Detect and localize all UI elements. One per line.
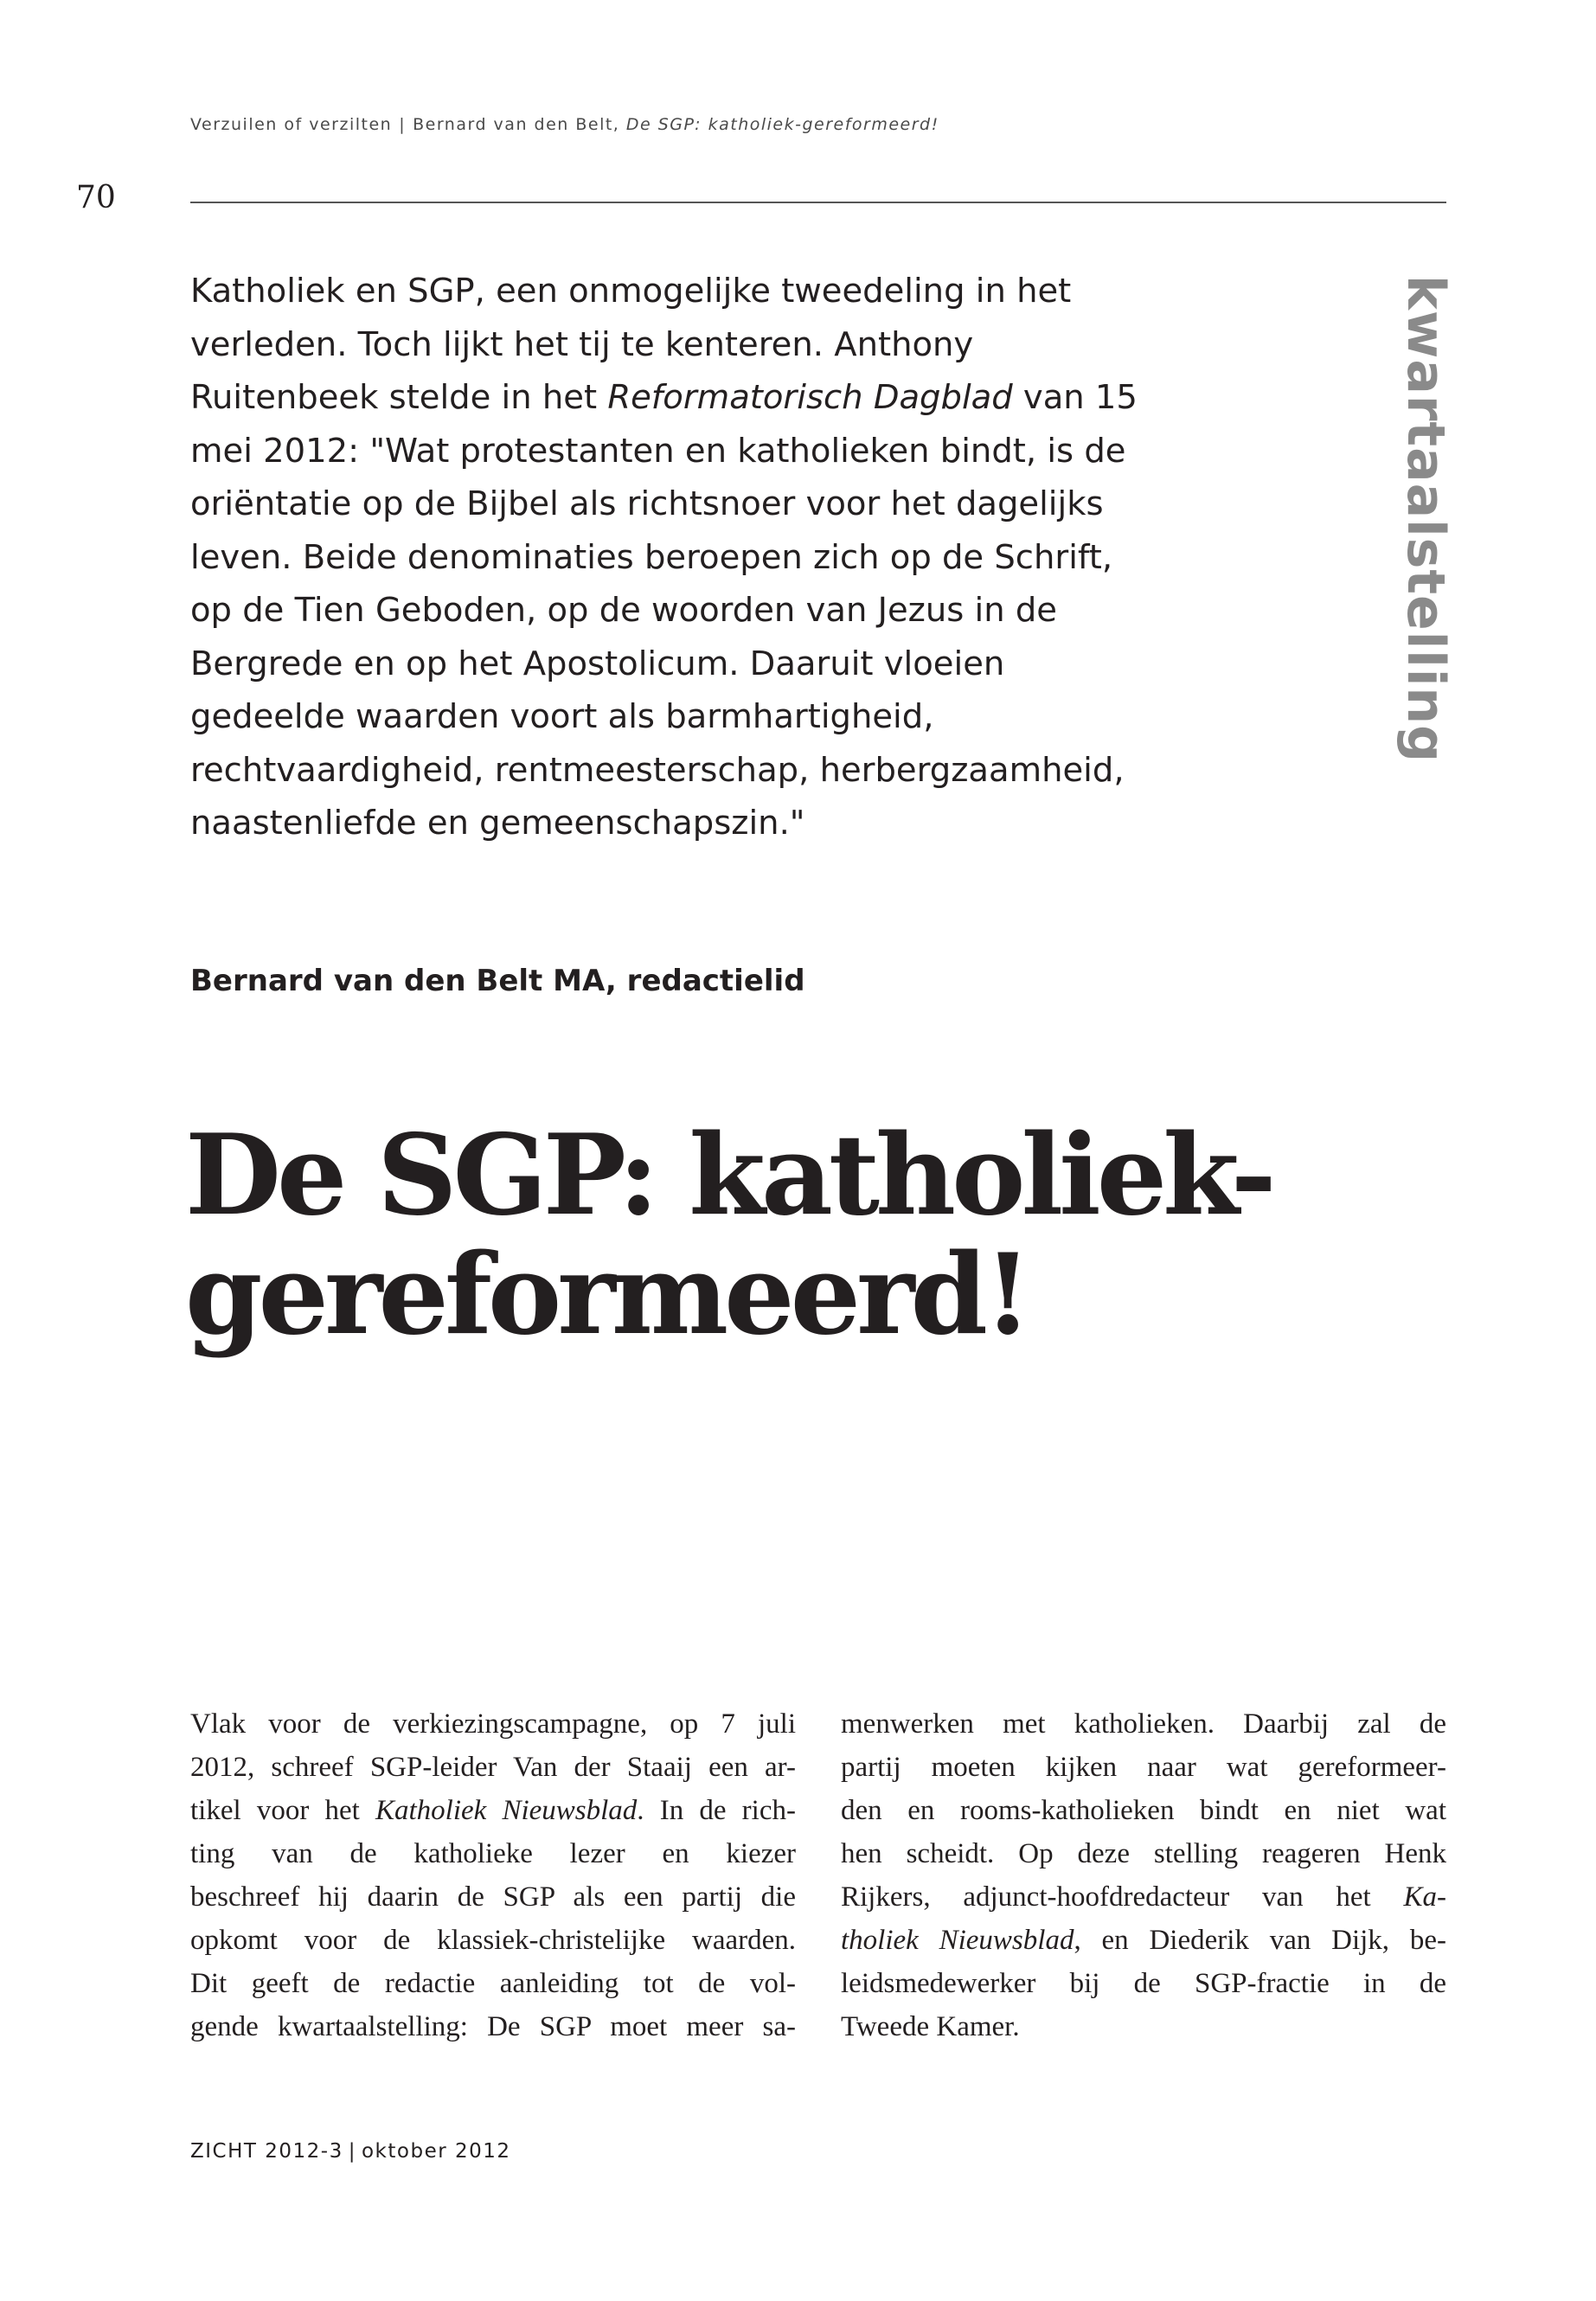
body-line: partij moeten kijken naar wat gereformeer- — [841, 1752, 1446, 1783]
intro-paragraph — [190, 265, 1159, 850]
body-text: tikel voor het — [190, 1795, 375, 1826]
intro-line: Bergrede en op het Apostolicum. Daaruit vloeien — [190, 644, 1005, 683]
header-author: Bernard van den Belt, — [413, 115, 626, 134]
intro-line: oriëntatie op de Bijbel als richtsnoer voor het dagelijks — [190, 484, 1104, 523]
article-headline — [185, 1111, 1483, 1360]
body-line — [841, 1875, 1446, 1919]
section-label-kwartaalstelling: kwartaalstelling — [1395, 275, 1456, 764]
headline-line-1: De SGP: katholiek- — [185, 1111, 1272, 1240]
body-line: beschreef hij daarin de SGP als een partij die — [190, 1881, 796, 1913]
intro-line — [190, 371, 1159, 425]
body-line: den en rooms-katholieken bindt en niet wat — [841, 1795, 1446, 1826]
body-line: leidsmedewerker bij de SGP-fractie in de — [841, 1968, 1446, 1999]
body-line: hen scheidt. Op deze stelling reageren Henk — [841, 1838, 1446, 1869]
body-line: Tweede Kamer. — [841, 2011, 1020, 2042]
body-line: Vlak voor de verkiezingscampagne, op 7 juli — [190, 1708, 796, 1740]
body-text: . In de rich- — [637, 1795, 796, 1826]
page-number: 70 — [76, 180, 116, 215]
body-line: opkomt voor de klassiek-christelijke waarden. — [190, 1925, 796, 1956]
body-line — [190, 1789, 796, 1832]
footer-date: oktober 2012 — [361, 2140, 511, 2163]
intro-text: van 15 — [1012, 378, 1138, 417]
header-separator: | — [399, 115, 407, 134]
header-article-title: De SGP: katholiek-gereformeerd! — [625, 115, 939, 134]
body-newspaper-name: Katholiek Nieuwsblad — [375, 1795, 638, 1826]
intro-line: leven. Beide denominaties beroepen zich op de Schrift, — [190, 537, 1113, 577]
intro-line: gedeelde waarden voort als barmhartigheid, — [190, 697, 934, 736]
intro-newspaper-name: Reformatorisch Dagblad — [607, 378, 1013, 417]
intro-line: verleden. Toch lijkt het tij te kenteren. Anthony — [190, 324, 974, 364]
page-footer — [190, 2140, 511, 2163]
footer-issue: ZICHT 2012-3 — [190, 2140, 343, 2163]
footer-separator: | — [348, 2140, 356, 2163]
body-column-left — [190, 1702, 796, 2048]
body-line: Dit geeft de redactie aanleiding tot de vol- — [190, 1968, 796, 1999]
intro-line: op de Tien Geboden, op de woorden van Jezus in de — [190, 591, 1057, 630]
body-text: , en Diederik van Dijk, be- — [1074, 1925, 1446, 1956]
body-line: gende kwartaalstelling: De SGP moet meer sa- — [190, 2011, 796, 2042]
body-text: Rijkers, adjunct-hoofdredacteur van het — [841, 1881, 1404, 1913]
byline: Bernard van den Belt MA, redactielid — [190, 964, 805, 998]
running-header — [190, 115, 939, 134]
header-rule — [190, 202, 1446, 203]
body-line: ting van de katholieke lezer en kiezer — [190, 1838, 796, 1869]
headline-line-2: gereformeerd! — [185, 1230, 1029, 1360]
header-series: Verzuilen of verzilten — [190, 115, 393, 134]
intro-line: naastenliefde en gemeenschapszin." — [190, 804, 805, 843]
body-line: 2012, schreef SGP-leider Van der Staaij een ar- — [190, 1752, 796, 1783]
body-newspaper-name: tholiek Nieuwsblad — [841, 1925, 1074, 1956]
body-column-right — [841, 1702, 1446, 2048]
intro-line: mei 2012: "Wat protestanten en katholieken bindt, is de — [190, 431, 1126, 471]
intro-line: Katholiek en SGP, een onmogelijke tweedeling in het — [190, 272, 1072, 311]
body-newspaper-name: Ka- — [1403, 1881, 1446, 1913]
body-line — [841, 1919, 1446, 1962]
intro-line: rechtvaardigheid, rentmeesterschap, herbergzaamheid, — [190, 750, 1125, 790]
body-line: menwerken met katholieken. Daarbij zal de — [841, 1708, 1446, 1740]
intro-text: Ruitenbeek stelde in het — [190, 378, 608, 417]
